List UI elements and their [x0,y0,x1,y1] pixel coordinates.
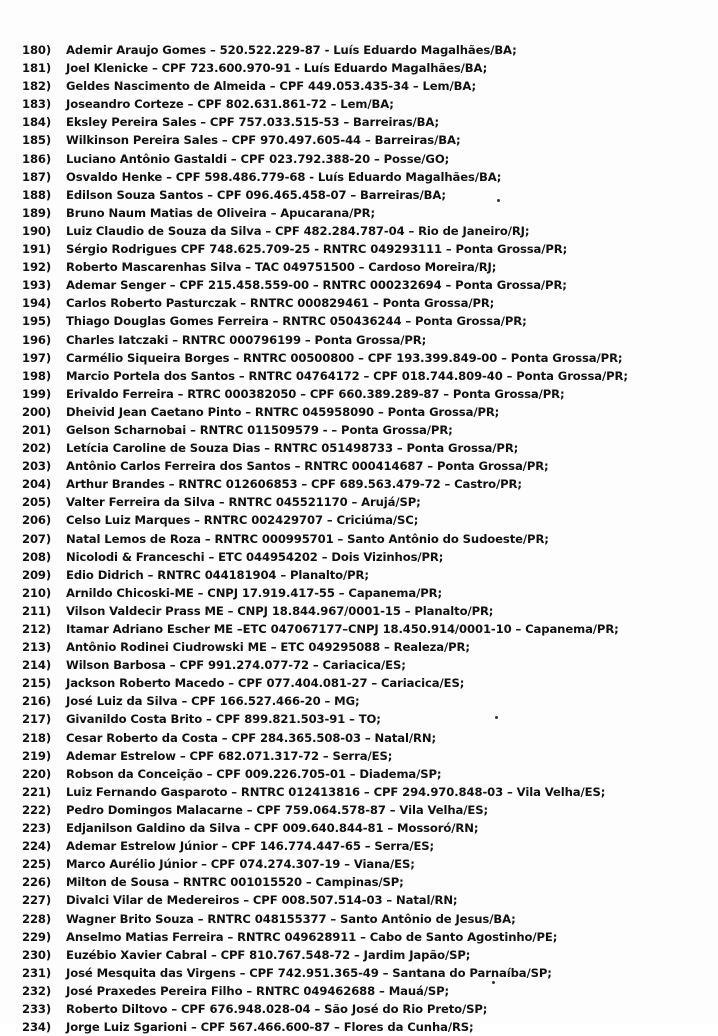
item-text: Wagner Brito Souza – RNTRC 048155377 – Santo Antônio de Jesus/BA; [66,911,516,926]
item-text: Roberto Mascarenhas Silva – TAC 049751500 – Cardoso Moreira/RJ; [66,260,497,275]
item-text: Osvaldo Henke – CPF 598.486.779-68 - Luís Eduardo Magalhães/BA; [66,169,502,184]
item-number: 218) [22,730,52,745]
item-text: Marco Aurélio Júnior – CPF 074.274.307-19 – Viana/ES; [66,857,415,872]
item-text: Pedro Domingos Malacarne – CPF 759.064.578-87 – Vila Velha/ES; [66,802,488,817]
item-number: 180) [22,43,52,57]
item-text: Thiago Douglas Gomes Ferreira – RNTRC 050436244 – Ponta Grossa/PR; [66,314,527,329]
list-item [22,620,628,638]
item-number: 226) [22,875,52,890]
item-text: Valter Ferreira da Silva – RNTRC 045521170 – Arujá/SP; [66,495,421,510]
list-item [22,240,628,258]
item-number: 187) [22,169,52,184]
list-item [22,530,628,548]
list-item [22,584,628,602]
list-item [22,439,628,457]
item-text: Bruno Naum Matias de Oliveira – Apucarana/PR; [66,205,376,220]
item-text: Divalci Vilar de Medereiros – CPF 008.507.514-03 – Natal/RN; [66,893,458,908]
item-text: Arthur Brandes – RNTRC 012606853 – CPF 689.563.479-72 – Castro/PR; [66,477,522,492]
item-number: 194) [22,296,52,311]
item-text: Vilson Valdecir Prass ME – CNPJ 18.844.967/0001-15 – Planalto/PR; [66,603,494,618]
list-item [22,131,628,149]
item-text: Natal Lemos de Roza – RNTRC 000995701 – Santo Antônio do Sudoeste/PR; [66,531,549,546]
item-number: 220) [22,766,52,781]
item-number: 209) [22,567,52,582]
item-text: José Mesquita das Virgens – CPF 742.951.365-49 – Santana do Parnaíba/SP; [66,965,552,980]
item-number: 208) [22,549,52,564]
scan-speck [497,199,500,202]
item-text: Jackson Roberto Macedo – CPF 077.404.081-27 – Cariacica/ES; [66,676,465,691]
item-number: 183) [22,97,52,112]
item-text: Luiz Fernando Gasparoto – RNTRC 012413816 – CPF 294.970.848-03 – Vila Velha/ES; [66,784,606,799]
item-number: 228) [22,911,52,926]
item-number: 198) [22,368,52,383]
list-item [22,566,628,584]
item-number: 229) [22,929,52,944]
list-item [22,783,628,801]
item-number: 182) [22,79,52,94]
item-text: Ademar Estrelow Júnior – CPF 146.774.447-65 – Serra/ES; [66,839,435,854]
scan-speck [492,981,495,984]
item-number: 192) [22,260,52,275]
item-number: 190) [22,223,52,238]
list-item [22,855,628,873]
item-text: Jorge Luiz Sgarioni – CPF 567.466.600-87 – Flores da Cunha/RS; [66,1020,474,1035]
list-item [22,367,628,385]
item-text: Givanildo Costa Brito – CPF 899.821.503-91 – TO; [66,712,381,727]
list-item [22,493,628,511]
item-text: Sérgio Rodrigues CPF 748.625.709-25 - RNTRC 049293111 – Ponta Grossa/PR; [66,242,568,257]
item-number: 199) [22,386,52,401]
item-text: Joel Klenicke – CPF 723.600.970-91 - Luís Eduardo Magalhães/BA; [66,61,488,76]
list-item [22,113,628,131]
list-item [22,222,628,240]
item-number: 193) [22,278,52,293]
list-item [22,294,628,312]
list-item [22,1000,628,1018]
list-item [22,276,628,294]
list-item [22,656,628,674]
item-number: 222) [22,802,52,817]
item-text: Itamar Adriano Escher ME –ETC 047067177–CNPJ 18.450.914/0001-10 – Capanema/PR; [66,622,619,636]
list-item [22,258,628,276]
item-text: Edilson Souza Santos – CPF 096.465.458-07 – Barreiras/BA; [66,187,446,202]
item-number: 227) [22,893,52,908]
item-text: Antônio Rodinei Ciudrowski ME – ETC 049295088 – Realeza/PR; [66,640,470,655]
item-text: Carmélio Siqueira Borges – RNTRC 00500800 – CPF 193.399.849-00 – Ponta Grossa/PR; [66,350,623,365]
item-text: Luiz Claudio de Souza da Silva – CPF 482.284.787-04 – Rio de Janeiro/RJ; [66,223,530,238]
item-text: Edjanilson Galdino da Silva – CPF 009.640.844-81 – Mossoró/RN; [66,821,479,836]
item-number: 197) [22,350,52,365]
item-text: Carlos Roberto Pasturczak – RNTRC 000829461 – Ponta Grossa/PR; [66,296,495,311]
list-item [22,982,628,1000]
item-number: 212) [22,622,52,636]
item-text: Nicolodi & Franceschi – ETC 044954202 – Dois Vizinhos/PR; [66,549,444,564]
list-item [22,602,628,620]
item-number: 206) [22,513,52,528]
list-item [22,674,628,692]
item-number: 232) [22,983,52,998]
item-number: 223) [22,821,52,836]
item-number: 210) [22,585,52,600]
item-text: Antônio Carlos Ferreira dos Santos – RNTRC 000414687 – Ponta Grossa/PR; [66,459,549,474]
item-text: Ademar Senger – CPF 215.458.559-00 – RNTRC 000232694 – Ponta Grossa/PR; [66,278,567,293]
item-number: 200) [22,404,52,419]
item-number: 196) [22,332,52,347]
list-item [22,729,628,747]
list-item [22,186,628,204]
list-item [22,710,628,728]
item-number: 221) [22,784,52,799]
item-number: 225) [22,857,52,872]
item-number: 184) [22,115,52,130]
list-item [22,331,628,349]
item-text: Wilson Barbosa – CPF 991.274.077-72 – Cariacica/ES; [66,658,406,673]
item-number: 204) [22,477,52,492]
item-number: 191) [22,242,52,257]
list-item [22,95,628,113]
list-item [22,77,628,95]
item-number: 231) [22,965,52,980]
name-list [22,41,628,1036]
list-item [22,1018,628,1036]
list-item [22,638,628,656]
item-number: 213) [22,640,52,655]
item-number: 211) [22,603,52,618]
item-text: Gelson Scharnobai – RNTRC 011509579 - – Ponta Grossa/PR; [66,422,453,437]
item-number: 217) [22,712,52,727]
list-item [22,548,628,566]
item-number: 219) [22,748,52,763]
list-item [22,475,628,493]
item-text: Anselmo Matias Ferreira – RNTRC 049628911 – Cabo de Santo Agostinho/PE; [66,929,558,944]
list-item [22,312,628,330]
list-item [22,819,628,837]
item-number: 216) [22,694,52,709]
item-text: Ademir Araujo Gomes – 520.522.229-87 - Luís Eduardo Magalhães/BA; [66,43,517,57]
item-number: 188) [22,187,52,202]
item-text: Charles Iatczaki – RNTRC 000796199 – Ponta Grossa/PR; [66,332,427,347]
item-text: José Luiz da Silva – CPF 166.527.466-20 – MG; [66,694,360,709]
item-text: Dheivid Jean Caetano Pinto – RNTRC 045958090 – Ponta Grossa/PR; [66,404,500,419]
list-item [22,747,628,765]
item-text: Erivaldo Ferreira – RTRC 000382050 – CPF 660.389.289-87 – Ponta Grossa/PR; [66,386,565,401]
item-text: Celso Luiz Marques – RNTRC 002429707 – Criciúma/SC; [66,513,419,528]
item-number: 215) [22,676,52,691]
item-number: 207) [22,531,52,546]
item-text: Marcio Portela dos Santos – RNTRC 04764172 – CPF 018.744.809-40 – Ponta Grossa/PR; [66,368,628,383]
item-number: 195) [22,314,52,329]
item-text: Luciano Antônio Gastaldi – CPF 023.792.388-20 – Posse/GO; [66,151,450,166]
list-item [22,168,628,186]
list-item [22,385,628,403]
item-number: 224) [22,839,52,854]
item-text: Robson da Conceição – CPF 009.226.705-01 – Diadema/SP; [66,766,442,781]
item-number: 185) [22,133,52,148]
item-number: 233) [22,1001,52,1016]
item-text: Euzébio Xavier Cabral – CPF 810.767.548-72 – Jardim Japão/SP; [66,947,471,962]
list-item [22,910,628,928]
item-number: 181) [22,61,52,76]
list-item [22,403,628,421]
item-number: 205) [22,495,52,510]
list-item [22,964,628,982]
list-item [22,891,628,909]
item-number: 201) [22,422,52,437]
item-text: Joseandro Corteze – CPF 802.631.861-72 – Lem/BA; [66,97,394,112]
list-item [22,511,628,529]
item-text: Cesar Roberto da Costa – CPF 284.365.508-03 – Natal/RN; [66,730,436,745]
list-item [22,41,628,59]
item-number: 230) [22,947,52,962]
list-item [22,150,628,168]
item-text: José Praxedes Pereira Filho – RNTRC 049462688 – Mauá/SP; [66,983,450,998]
list-item [22,692,628,710]
list-item [22,928,628,946]
item-number: 234) [22,1020,52,1035]
item-text: Geldes Nascimento de Almeida – CPF 449.053.435-34 – Lem/BA; [66,79,477,94]
list-item [22,349,628,367]
list-item [22,837,628,855]
item-number: 203) [22,459,52,474]
list-item [22,873,628,891]
list-item [22,946,628,964]
list-item [22,457,628,475]
item-text: Milton de Sousa – RNTRC 001015520 – Campinas/SP; [66,875,404,890]
item-number: 186) [22,151,52,166]
list-item [22,59,628,77]
item-text: Arnildo Chicoski-ME – CNPJ 17.919.417-55 – Capanema/PR; [66,585,442,600]
item-text: Letícia Caroline de Souza Dias – RNTRC 051498733 – Ponta Grossa/PR; [66,441,519,456]
item-number: 189) [22,205,52,220]
list-item [22,204,628,222]
item-text: Eksley Pereira Sales – CPF 757.033.515-53 – Barreiras/BA; [66,115,439,130]
scan-speck [495,716,498,719]
list-item [22,421,628,439]
item-number: 202) [22,441,52,456]
item-text: Wilkinson Pereira Sales – CPF 970.497.605-44 – Barreiras/BA; [66,133,461,148]
list-item [22,801,628,819]
item-text: Roberto Diltovo – CPF 676.948.028-04 – São José do Rio Preto/SP; [66,1001,488,1016]
item-text: Edio Didrich – RNTRC 044181904 – Planalto/PR; [66,567,369,582]
item-text: Ademar Estrelow – CPF 682.071.317-72 – Serra/ES; [66,748,393,763]
item-number: 214) [22,658,52,673]
list-item [22,765,628,783]
